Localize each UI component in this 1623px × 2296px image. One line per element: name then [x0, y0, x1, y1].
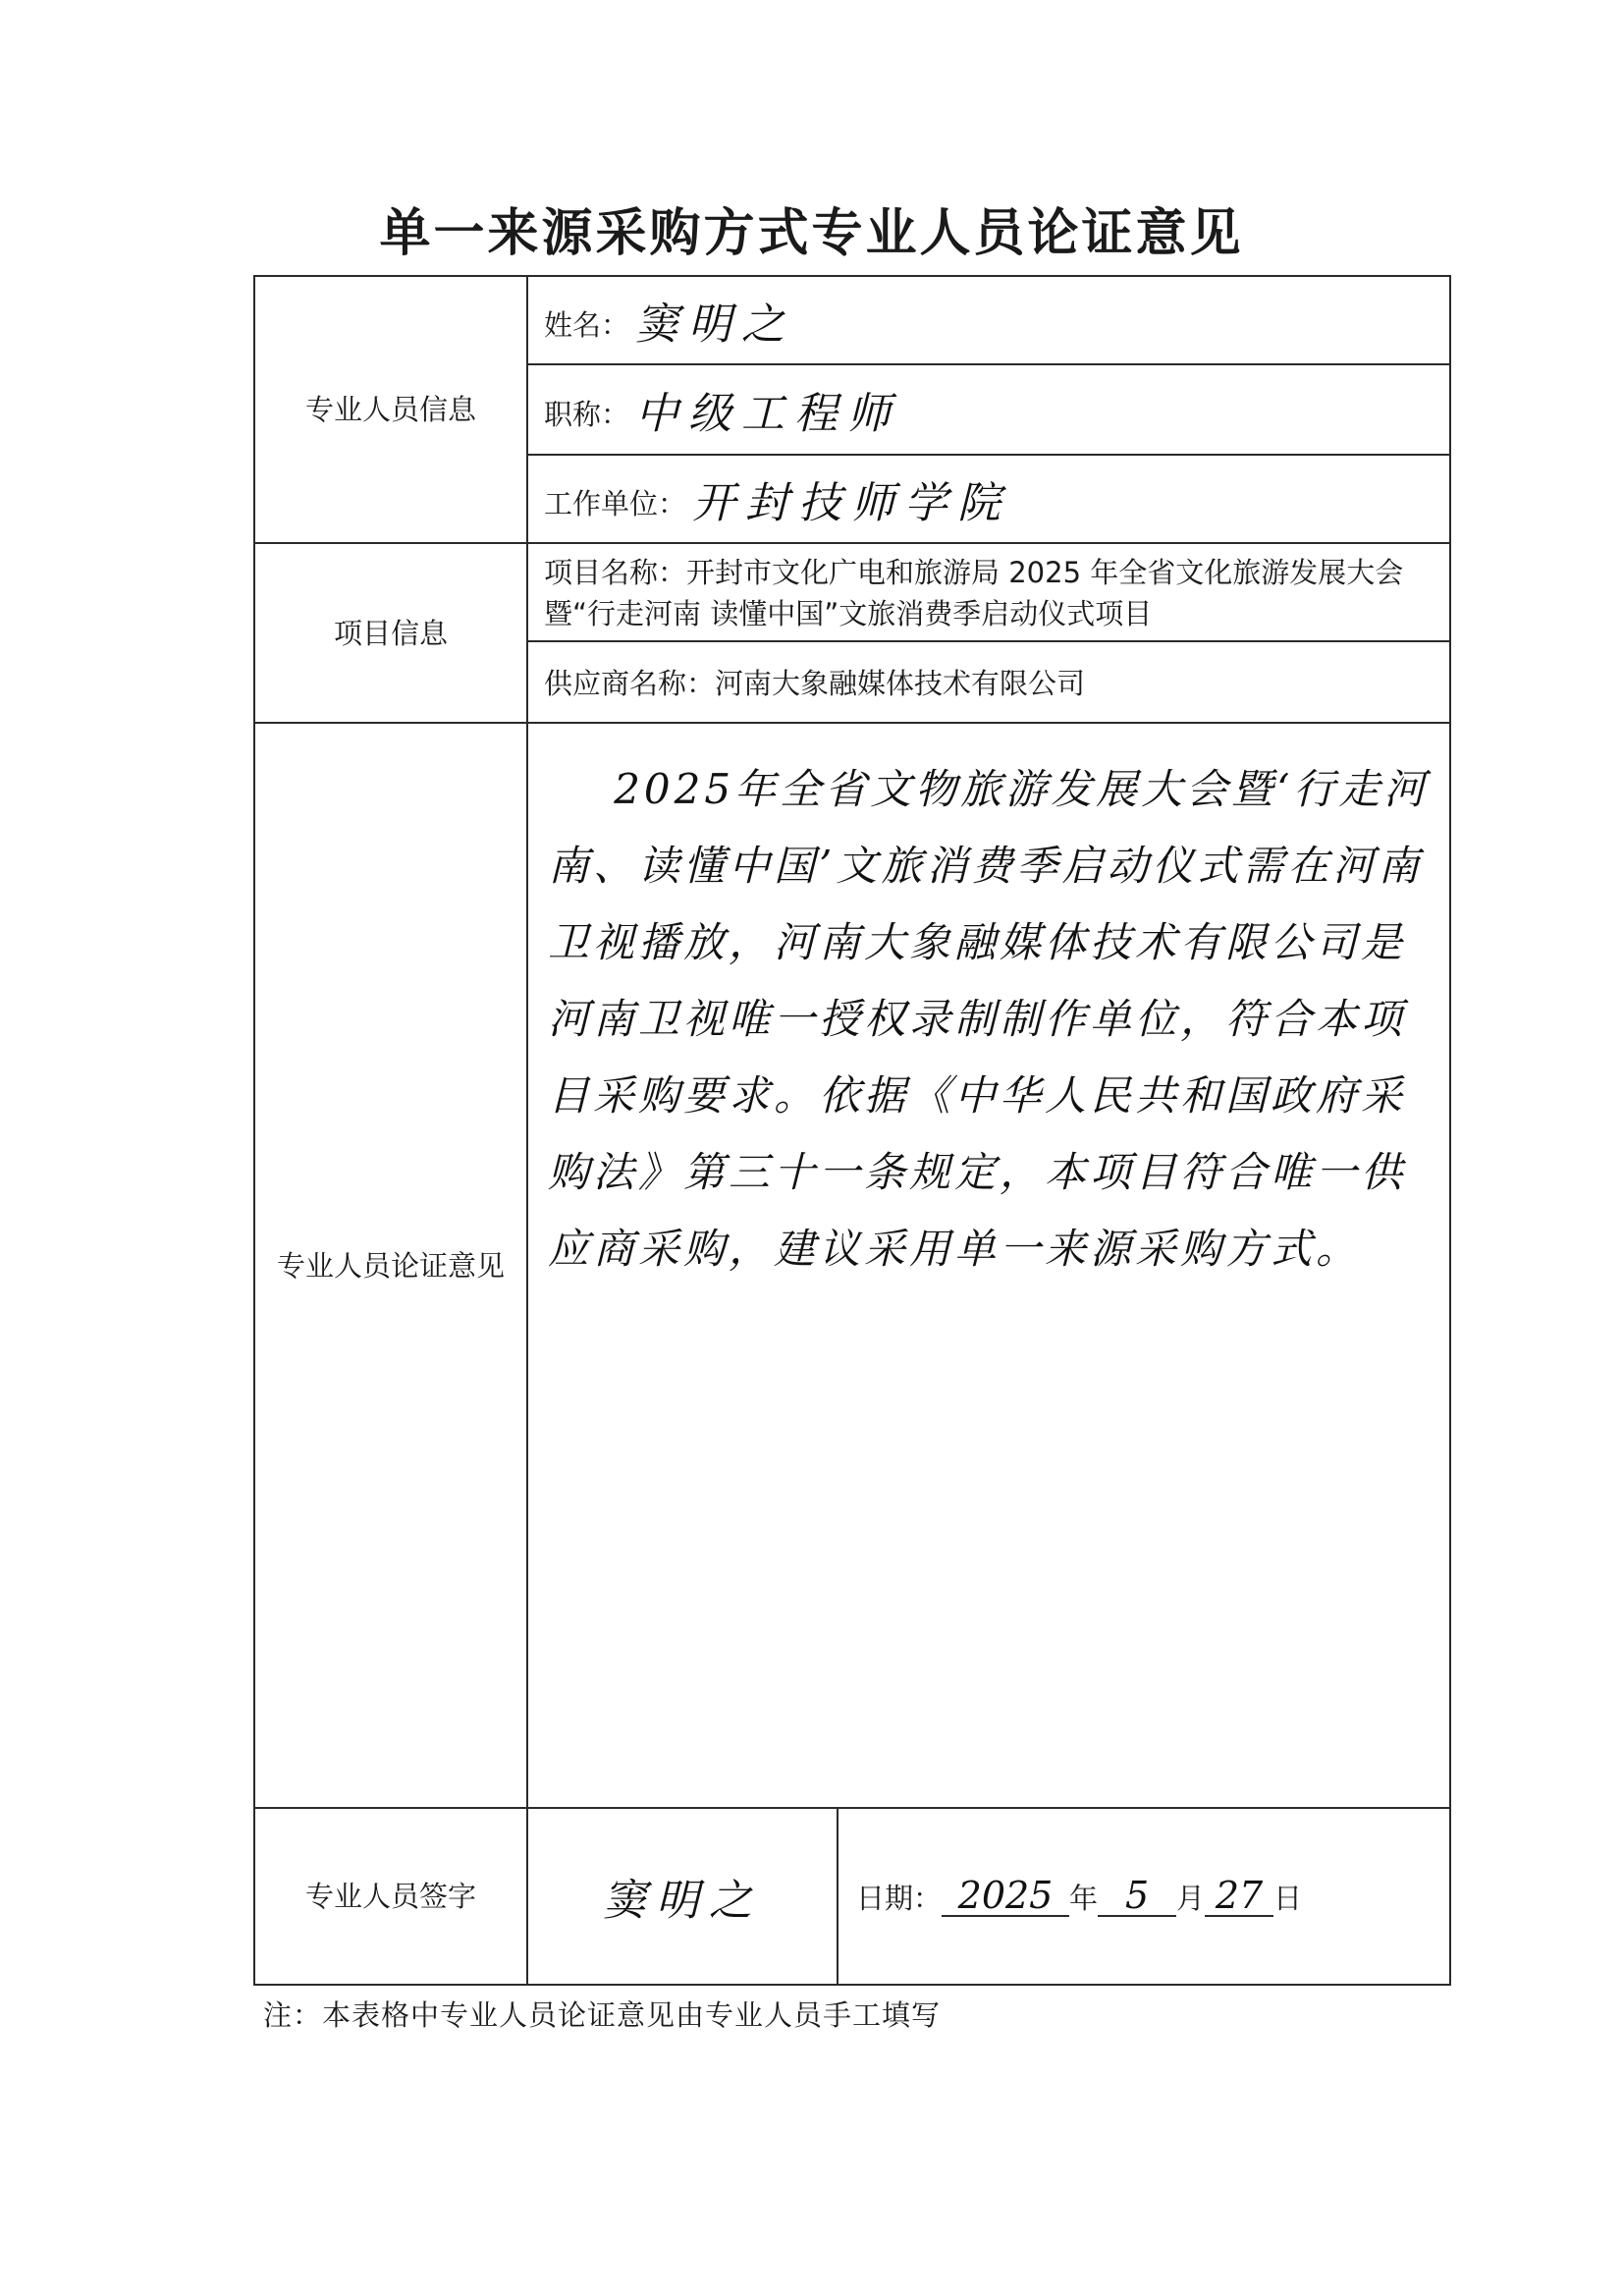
date-field — [838, 1808, 1450, 1985]
employer-value: 开封技师学院 — [692, 478, 1011, 528]
personnel-section-label: 专业人员信息 — [254, 276, 527, 543]
supplier-field: 供应商名称：河南大象融媒体技术有限公司 — [527, 641, 1450, 723]
date-label: 日期： — [856, 1882, 943, 1915]
date-year: 2025 — [942, 1876, 1069, 1917]
signature-field — [527, 1808, 838, 1985]
date-day-unit: 日 — [1273, 1882, 1303, 1915]
project-section-label: 项目信息 — [254, 543, 527, 723]
project-name-field: 项目名称：开封市文化广电和旅游局 2025 年全省文化旅游发展大会暨“行走河南 读懂中国”文旅消费季启动仪式项目 — [527, 543, 1450, 641]
employer-field — [527, 455, 1450, 543]
title-value: 中级工程师 — [635, 389, 901, 439]
opinion-section-label: 专业人员论证意见 — [254, 723, 527, 1808]
name-field — [527, 276, 1450, 364]
name-label: 姓名： — [544, 308, 630, 342]
date-month: 5 — [1098, 1876, 1176, 1917]
footnote: 注：本表格中专业人员论证意见由专业人员手工填写 — [263, 1998, 942, 2032]
date-day: 27 — [1205, 1876, 1273, 1917]
name-value: 窦明之 — [635, 300, 795, 350]
signature-value: 窦明之 — [603, 1876, 762, 1926]
title-label: 职称： — [544, 398, 630, 431]
opinion-form — [253, 275, 1451, 1986]
page-title: 单一来源采购方式专业人员论证意见 — [379, 203, 1244, 263]
opinion-handwritten-text: 2025年全省文物旅游发展大会暨‘行走河南、读懂中国’文旅消费季启动仪式需在河南卫视播放，河南大象融媒体技术有限公司是河南卫视唯一授权录制制作单位，符合本项目采购要求。依据《中华人民共和国政府采购法》第三十一条规定，本项目符合唯一供应商采购，建议采用单一来源采购方式。 — [548, 765, 1430, 1273]
opinion-field — [527, 723, 1450, 1808]
signature-section-label: 专业人员签字 — [254, 1808, 527, 1985]
date-month-unit: 月 — [1176, 1882, 1206, 1915]
employer-label: 工作单位： — [544, 487, 687, 520]
title-field — [527, 364, 1450, 455]
date-year-unit: 年 — [1069, 1882, 1099, 1915]
